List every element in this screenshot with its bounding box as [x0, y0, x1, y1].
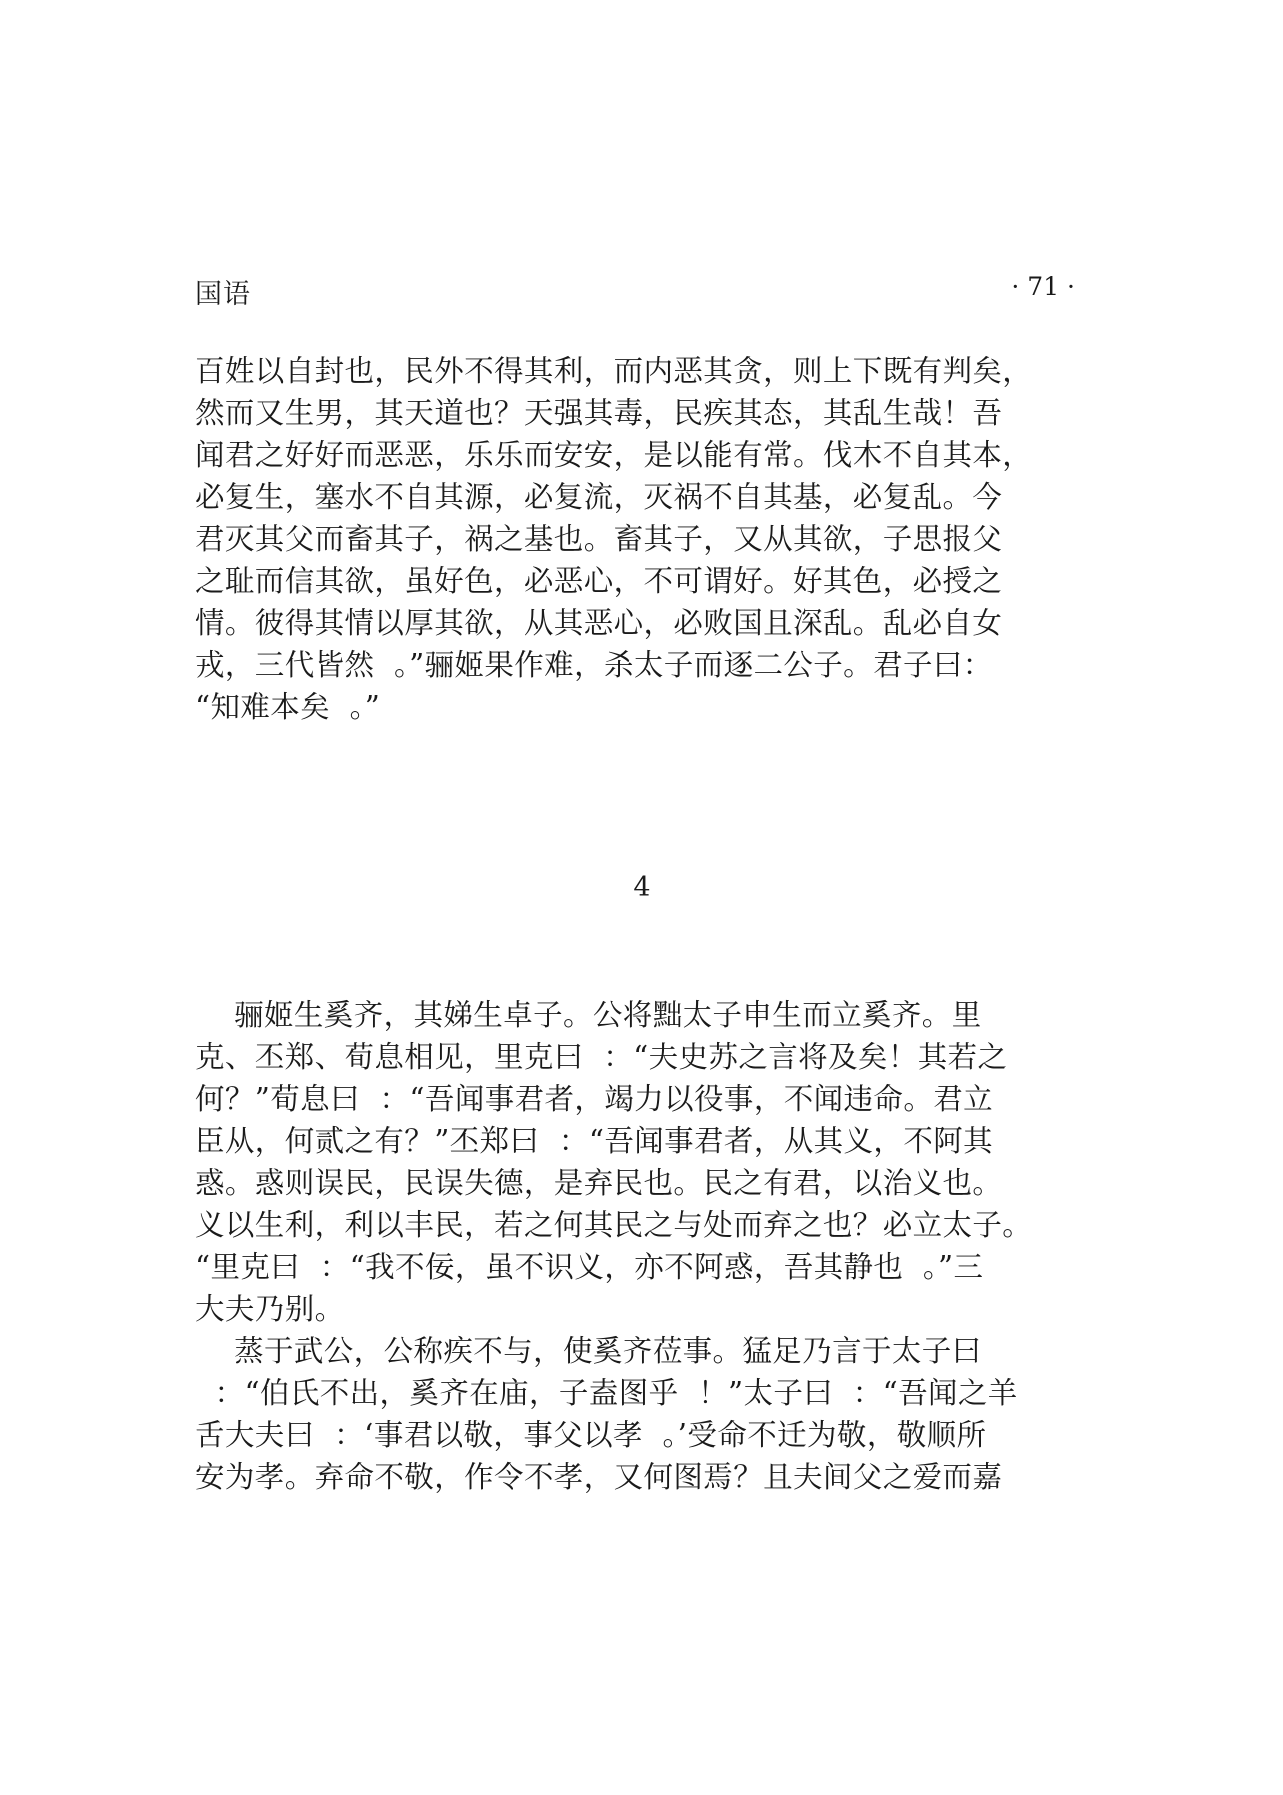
page-number: · 71 · — [1011, 272, 1075, 301]
page-header — [195, 272, 1075, 312]
passage-top — [195, 350, 1115, 728]
text-line: 君灭其父而畜其子，祸之基也。畜其子，又从其欲，子思报父 — [195, 522, 1003, 556]
text-line: 必复生，塞水不自其源，必复流，灭祸不自其基，必复乱。今 — [195, 480, 1003, 514]
book-title: 国语 — [195, 279, 251, 310]
passage-bottom — [195, 994, 1115, 1498]
section-number: 4 — [633, 872, 651, 903]
text-line: 大夫乃别。 — [195, 1292, 345, 1326]
text-line: 惑。惑则误民，民误失德，是弃民也。民之有君，以治义也。 — [195, 1166, 1003, 1200]
text-line: 臣从，何贰之有？”丕郑曰 ：“吾闻事君者，从其义，不阿其 — [195, 1124, 994, 1158]
text-line: 情。彼得其情以厚其欲，从其恶心，必败国且深乱。乱必自女 — [195, 606, 1003, 640]
text-line: 义以生利，利以丰民，若之何其民之与处而弃之也？必立太子。 — [195, 1208, 1033, 1242]
text-line: 戎，三代皆然 。”骊姬果作难，杀太子而逐二公子。君子曰： — [195, 648, 993, 682]
text-line: 克、丕郑、荀息相见，里克曰 ：“夫史苏之言将及矣！其若之 — [195, 1040, 1008, 1074]
text-line: ：“伯氏不出，奚齐在庙，子盍图乎 ！”太子曰 ：“吾闻之羊 — [195, 1376, 1018, 1410]
text-line: 蒸于武公，公称疾不与，使奚齐莅事。猛足乃言于太子曰 — [195, 1334, 982, 1368]
text-line: 百姓以自封也，民外不得其利，而内恶其贪，则上下既有判矣， — [195, 354, 1033, 388]
text-line: 何？”荀息曰 ：“吾闻事君者，竭力以役事，不闻违命。君立 — [195, 1082, 994, 1116]
text-line: 闻君之好好而恶恶，乐乐而安安，是以能有常。伐木不自其本， — [195, 438, 1033, 472]
text-line: 然而又生男，其天道也？天强其毒，民疾其态，其乱生哉！吾 — [195, 396, 1003, 430]
text-line: 安为孝。弃命不敬，作令不孝，又何图焉？且夫间父之爱而嘉 — [195, 1460, 1003, 1494]
text-line: 骊姬生奚齐，其娣生卓子。公将黜太子申生而立奚齐。里 — [195, 998, 982, 1032]
text-line: 之耻而信其欲，虽好色，必恶心，不可谓好。好其色，必授之 — [195, 564, 1003, 598]
text-line: “里克曰 ：“我不佞，虽不识义，亦不阿惑，吾其静也 。”三 — [195, 1250, 984, 1284]
text-line: 舌大夫曰 ：‘事君以敬，事父以孝 。’受命不迁为敬，敬顺所 — [195, 1418, 987, 1452]
text-line: “知难本矣 。” — [195, 690, 381, 724]
